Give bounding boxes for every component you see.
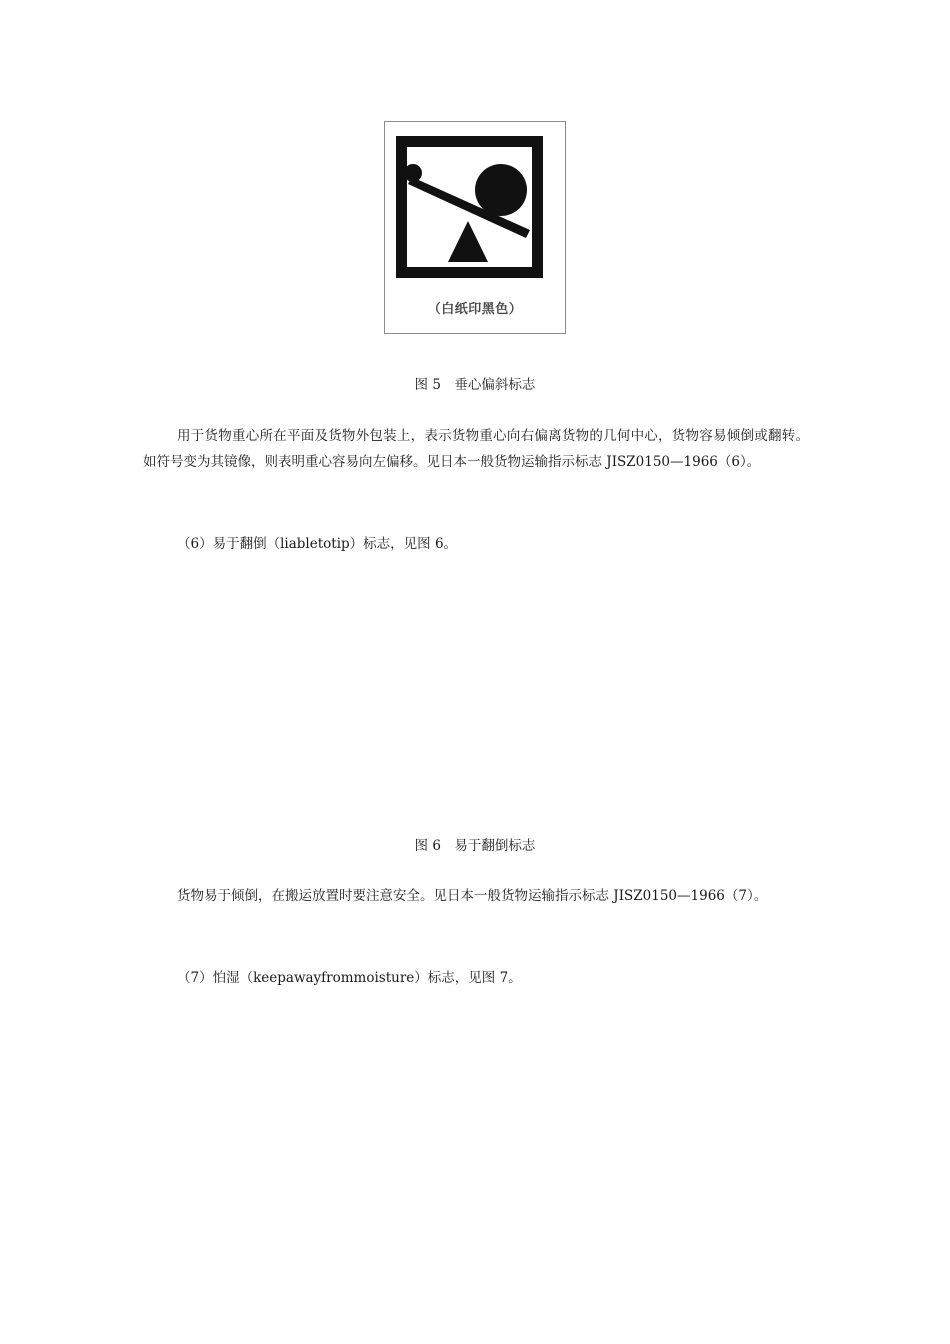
figure-5-symbol-frame <box>384 121 566 334</box>
figure-6-caption: 图 6 易于翻倒标志 <box>414 838 536 854</box>
figure-5-caption: 图 5 垂心偏斜标志 <box>414 377 536 393</box>
section-7-heading: （7）怕湿（keepawayfrommoisture）标志，见图 7。 <box>177 970 522 986</box>
section-6-heading: （6）易于翻倒（liabletotip）标志，见图 6。 <box>177 536 458 552</box>
paragraph-figure-6-description: 货物易于倾倒，在搬运放置时要注意安全。见日本一般货物运输指示标志 JISZ0150—1966（7）。 <box>177 888 768 904</box>
paragraph-figure-5-description: 用于货物重心所在平面及货物外包装上，表示货物重心向右偏离货物的几何中心，货物容易倾倒或翻转。如符号变为其镜像，则表明重心容易向左偏移。见日本一般货物运输指示标志 JISZ0150—1966（6）。 <box>143 428 809 470</box>
figure-5-color-note: （白纸印黑色） <box>427 302 523 317</box>
center-of-gravity-offset-icon <box>396 136 554 294</box>
